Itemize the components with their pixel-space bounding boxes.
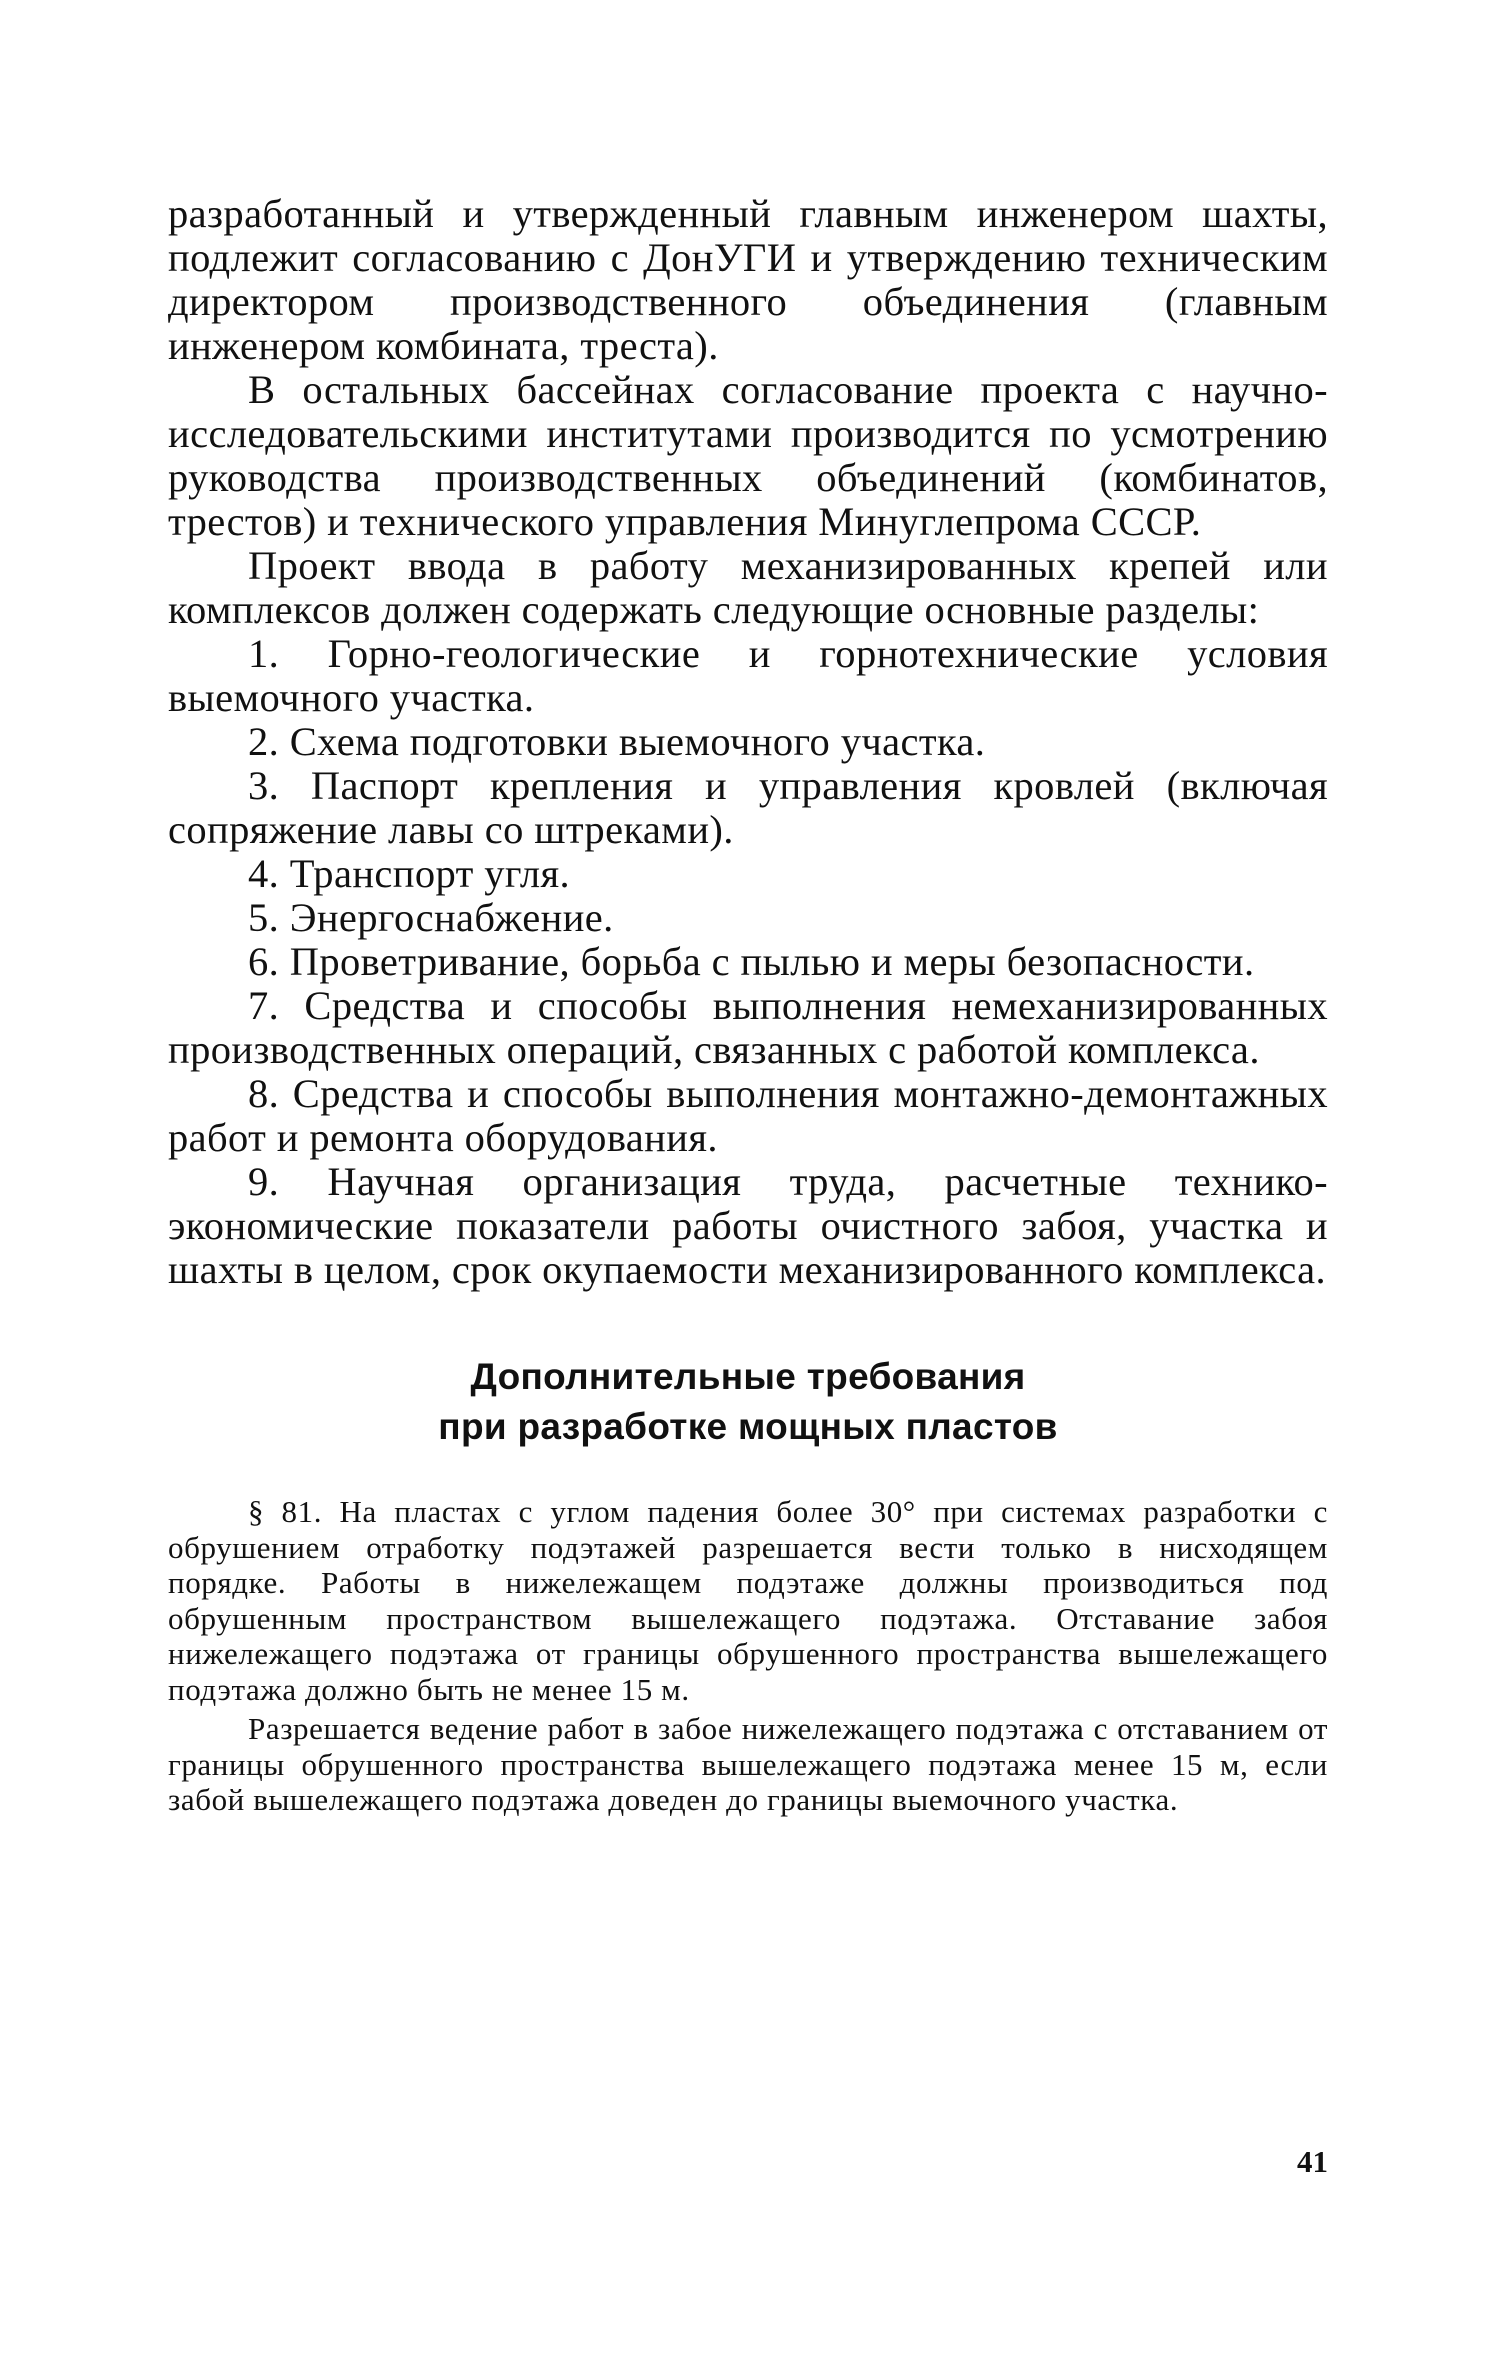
section-heading-line-1: Дополнительные требования: [470, 1356, 1026, 1397]
section-body: [168, 1494, 1328, 1818]
paragraph-permission: Разрешается ведение работ в забое нижележащего подэтажа с отставанием от границы обрушенного пространства вышележащего подэтажа менее 15 м, если забой вышележащего подэтажа доведен до границы выемочного участка.: [168, 1711, 1328, 1817]
list-item: 3. Паспорт крепления и управления кровлей (включая сопряжение лавы со штреками).: [168, 763, 1328, 852]
section-heading: [168, 1352, 1328, 1452]
list-item: 5. Энергоснабжение.: [248, 895, 614, 940]
paragraph-continuation: разработанный и утвержденный главным инженером шахты, подлежит согласованию с ДонУГИ и утверждению техническим директором производственного объединения (главным инженером комбината, треста).: [168, 191, 1328, 368]
list-item: 2. Схема подготовки выемочного участка.: [248, 719, 986, 764]
list-item: 8. Средства и способы выполнения монтажно-демонтажных работ и ремонта оборудования.: [168, 1071, 1328, 1160]
main-text: [168, 192, 1328, 1292]
section-heading-line-2: при разработке мощных пластов: [438, 1406, 1058, 1447]
paragraph-project-sections: Проект ввода в работу механизированных крепей или комплексов должен содержать следующие основные разделы:: [168, 543, 1328, 632]
sections-list: [168, 632, 1328, 1292]
paragraph-other-basins: В остальных бассейнах согласование проекта с научно-исследовательскими институтами производится по усмотрению руководства производственных объединений (комбинатов, трестов) и технического управления Минуглепрома СССР.: [168, 367, 1328, 544]
list-item: 1. Горно-геологические и горнотехнические условия выемочного участка.: [168, 631, 1328, 720]
list-item: 9. Научная организация труда, расчетные технико-экономические показатели работы очистного забоя, участка и шахты в целом, срок окупаемости механизированного комплекса.: [168, 1159, 1328, 1292]
paragraph-section-81: § 81. На пластах с углом падения более 30° при системах разработки с обрушением отработку подэтажей разрешается вести только в нисходящем порядке. Работы в нижележащем подэтаже должны производиться под обрушенным пространством вышележащего подэтажа. Отставание забоя нижележащего подэтажа от границы обрушенного пространства вышележащего подэтажа должно быть не менее 15 м.: [168, 1494, 1328, 1707]
page-number: 41: [1297, 2144, 1328, 2179]
list-item: 4. Транспорт угля.: [248, 851, 571, 896]
list-item: 7. Средства и способы выполнения немеханизированных производственных операций, связанных с работой комплекса.: [168, 983, 1328, 1072]
document-page: [168, 192, 1328, 2222]
list-item: 6. Проветривание, борьба с пылью и меры безопасности.: [248, 939, 1255, 984]
